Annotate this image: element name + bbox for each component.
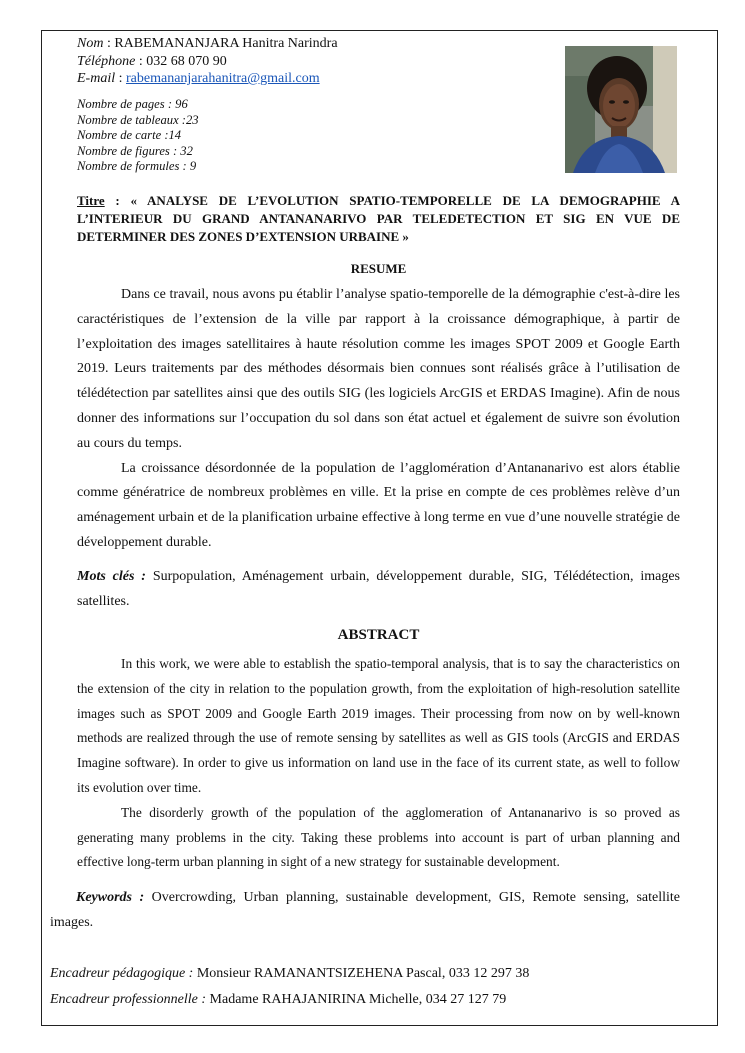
document-counts xyxy=(77,97,199,175)
email-line: E-mail : rabemananjarahanitra@gmail.com xyxy=(77,71,320,86)
title-text: « ANALYSE DE L’EVOLUTION SPATIO-TEMPORELLE DE LA DEMOGRAPHIE A L’INTERIEUR DU GRAND ANTANANARIVO PAR TELEDETECTION ET SIG EN VUE DE DETERMINER DES ZONES D’EXTENSION URBAINE » xyxy=(77,193,680,244)
abstract-body xyxy=(77,652,680,875)
phone-line: Téléphone : 032 68 070 90 xyxy=(77,53,227,69)
phone-number: 032 68 070 90 xyxy=(146,53,227,69)
abstract-keywords-text: Overcrowding, Urban planning, sustainable development, GIS, Remote sensing, satellite images. xyxy=(50,890,680,930)
count-maps: Nombre de carte :14 xyxy=(77,128,182,143)
author-photo xyxy=(565,46,677,173)
resume-keywords-text: Surpopulation, Aménagement urbain, développement durable, SIG, Télédétection, images satellites. xyxy=(77,569,681,609)
supervisors xyxy=(50,961,529,1013)
abstract-keywords-label: Keywords : xyxy=(76,890,145,905)
abstract-paragraph-1: In this work, we were able to establish the spatio-temporal analysis, that is to say the characteristics on the extension of the city in relation to the population growth, from the exploitation of high-resolution satellite images such as SPOT 2009 and Google Earth 2019 images. Their processing from now on by well-known methods are realized through the use of remote sensing by satellites as well as GIS tools (ArcGIS and ERDAS Imagine software). In order to give us information on land use in the face of its current state, as well to follow its evolution over time. xyxy=(77,656,680,795)
resume-paragraph-1: Dans ce travail, nous avons pu établir l’analyse spatio-temporelle de la démographie c'est-à-dire les caractéristiques de l’extension de la ville par rapport à la croissance démographique, à partir de l’exploitation des images satellitaires à haute résolution comme les images SPOT 2009 et Google Earth 2019. Leurs traitements par des méthodes désormais bien connues sont réalisés grâce à l’utilisation de télédétection par satellites ainsi que des outils SIG (les logiciels ArcGIS et ERDAS Imagine). Afin de nous donner des informations sur l’occupation du sol dans son état actuel et également de suivre son évolution au cours du temps. xyxy=(77,287,680,451)
count-formulas: Nombre de formules : 9 xyxy=(77,159,197,174)
resume-keywords-label: Mots clés : xyxy=(77,569,146,584)
resume-keywords xyxy=(77,565,680,614)
count-tables: Nombre de tableaux :23 xyxy=(77,112,199,127)
pedagogical-supervisor: Encadreur pédagogique : Monsieur RAMANANTSIZEHENA Pascal, 033 12 297 38 xyxy=(50,966,530,981)
email-link[interactable]: rabemananjarahanitra@gmail.com xyxy=(126,71,320,86)
name-line: Nom : RABEMANANJARA Hanitra Narindra xyxy=(77,36,338,51)
abstract-paragraph-2: The disorderly growth of the population of the agglomeration of Antananarivo is so proved as generating many problems in the city. Taking these problems into account is part of urban planning and effective long-term urban planning in sight of a new strategy for sustainable development. xyxy=(77,804,680,870)
abstract-heading: ABSTRACT xyxy=(337,627,420,643)
professional-supervisor: Encadreur professionnelle : Madame RAHAJANIRINA Michelle, 034 27 127 79 xyxy=(50,992,507,1007)
author-name: RABEMANANJARA Hanitra Narindra xyxy=(114,36,338,51)
resume-heading: RESUME xyxy=(350,261,407,276)
thesis-title: Titre : « ANALYSE DE L’EVOLUTION SPATIO-TEMPORELLE DE LA DEMOGRAPHIE A L’INTERIEUR DU GRAND ANTANANARIVO PAR TELEDETECTION ET SIG EN VUE DE DETERMINER DES ZONES D’EXTENSION URBAINE » xyxy=(77,193,680,244)
identity-block xyxy=(77,35,338,88)
count-pages: Nombre de pages : 96 xyxy=(77,97,188,111)
title-label: Titre xyxy=(77,193,105,208)
abstract-keywords xyxy=(50,886,680,935)
resume-body xyxy=(77,283,680,556)
count-figures: Nombre de figures : 32 xyxy=(77,143,193,158)
resume-paragraph-2: La croissance désordonnée de la population de l’agglomération d’Antananarivo est alors établie comme génératrice de nombreux problèmes en ville. Et la prise en compte de ces problèmes relève d’un aménagement urbain et de la planification urbaine effective à long terme en vue d’une nouvelle stratégie de développement durable. xyxy=(77,460,680,550)
